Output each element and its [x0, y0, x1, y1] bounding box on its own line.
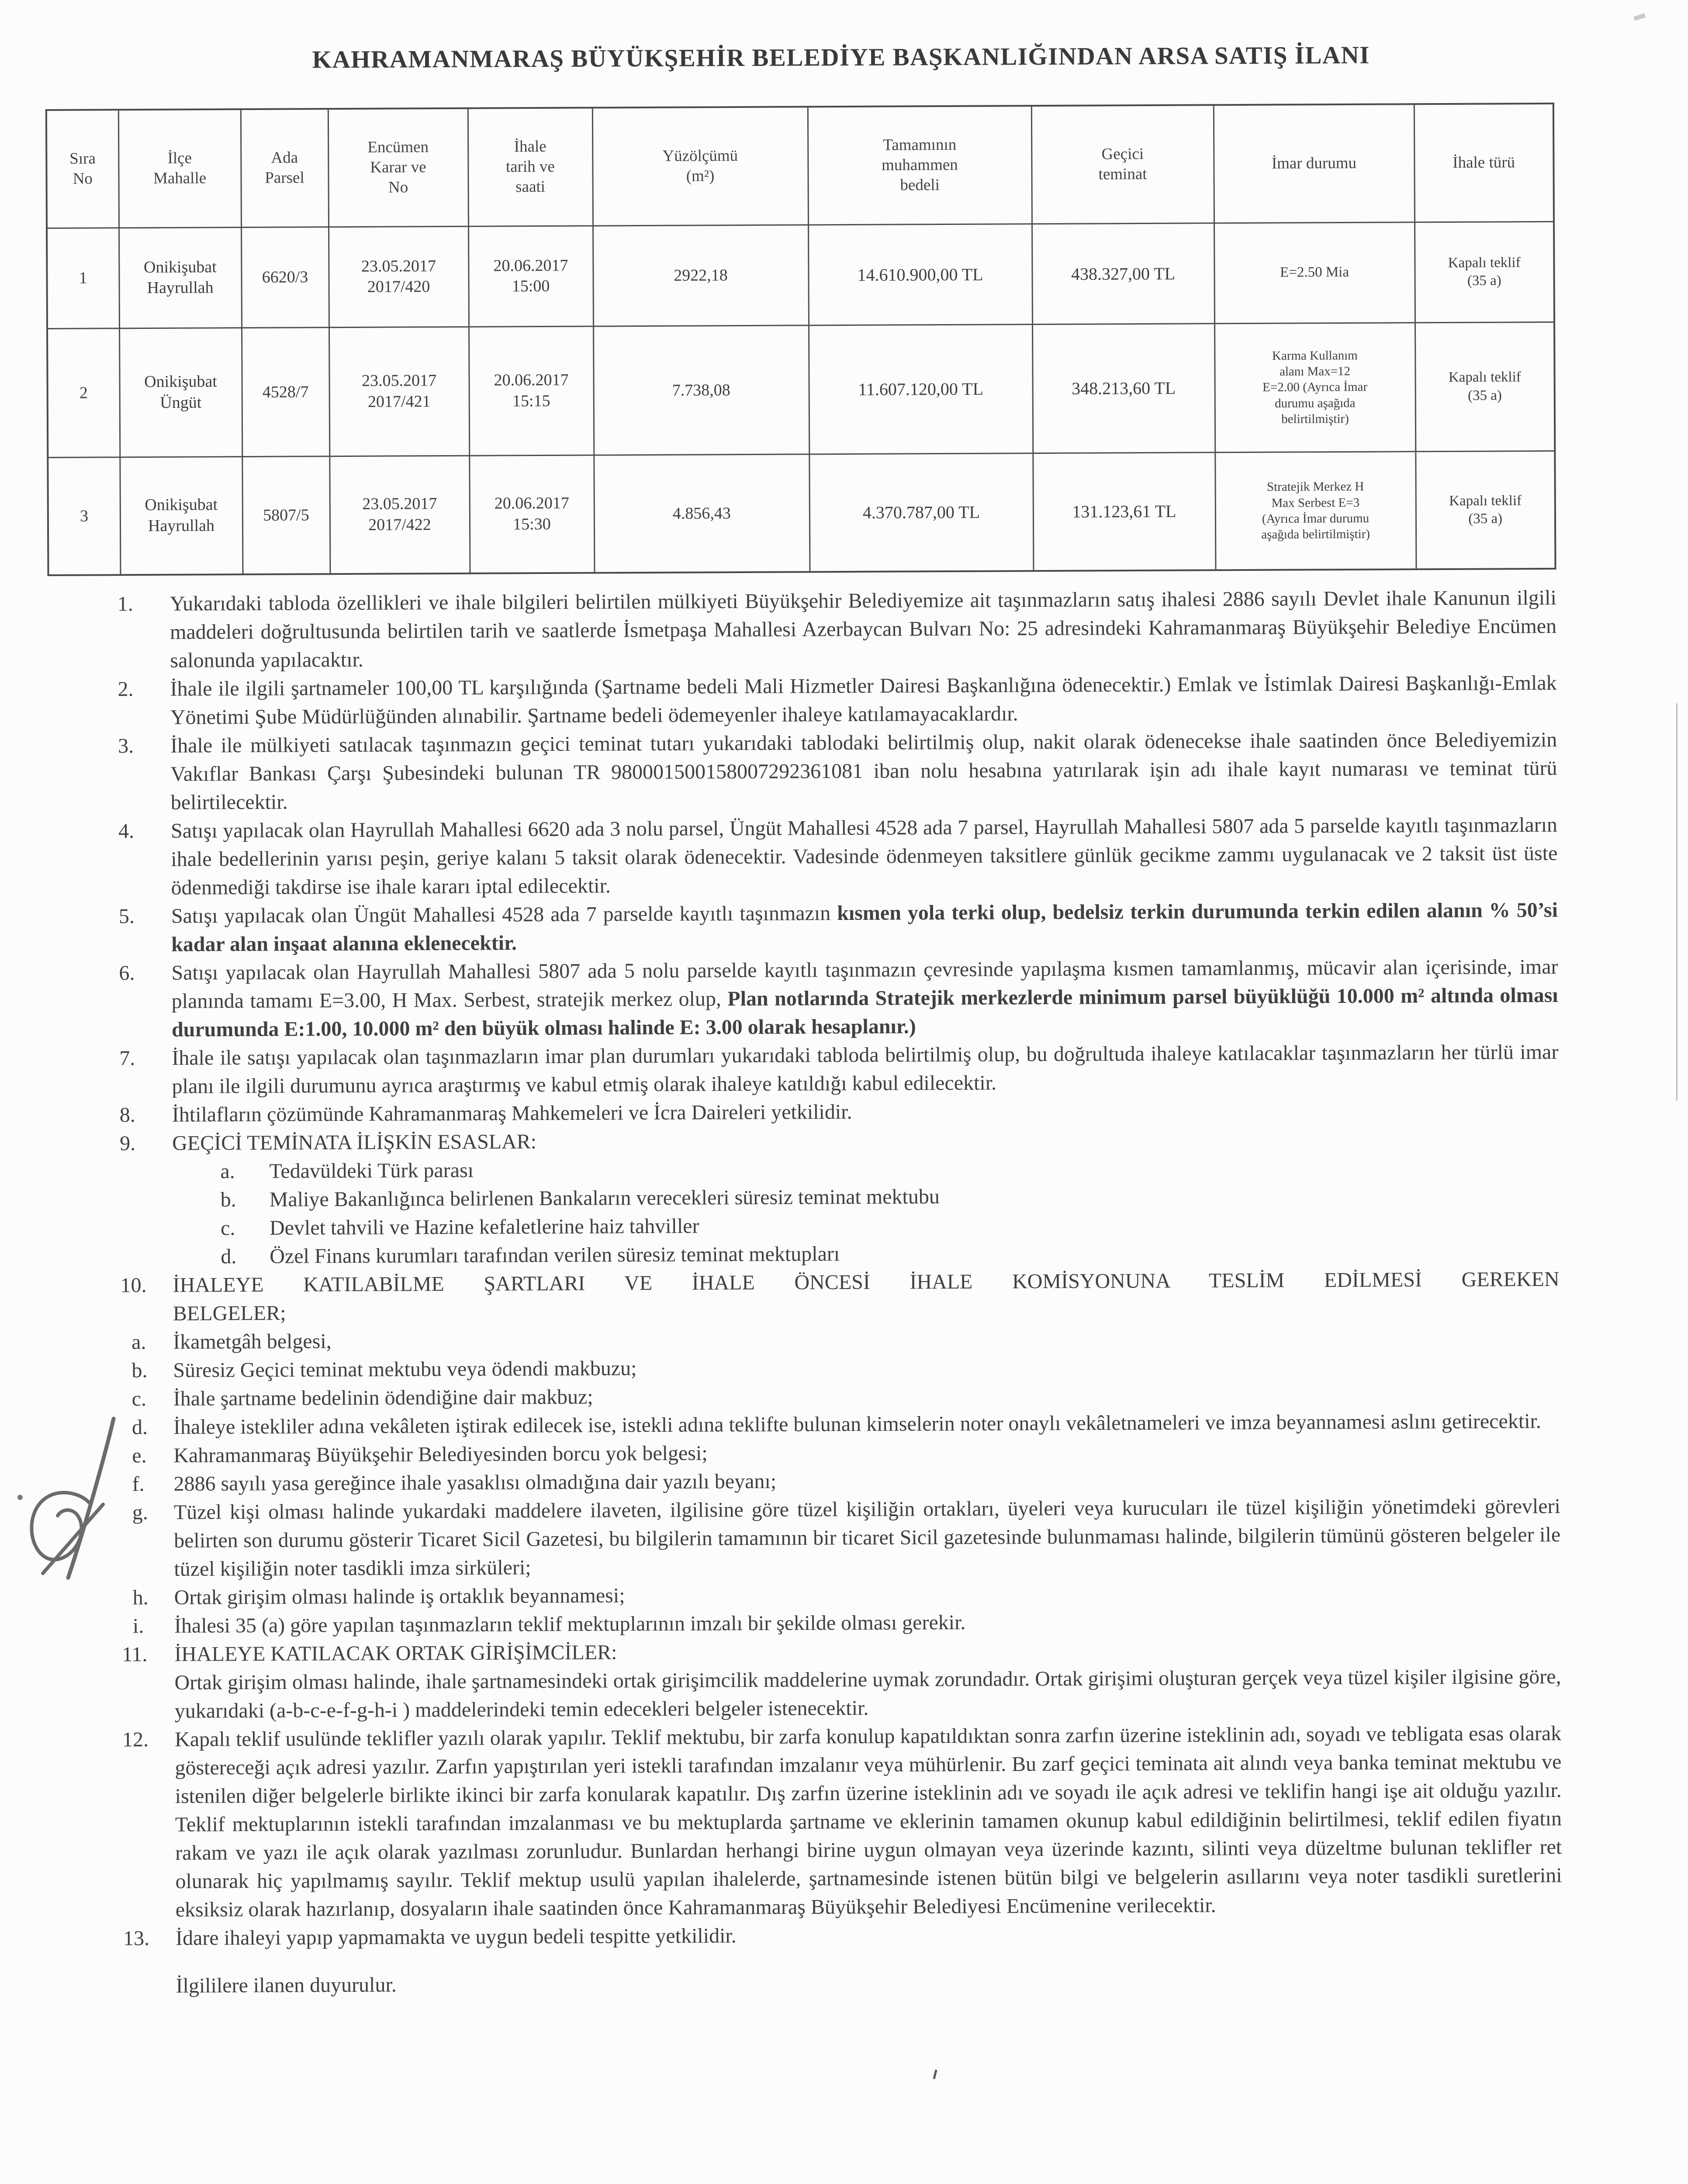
item-letter: a. — [131, 1330, 146, 1354]
header-sira-no: Sıra No — [46, 110, 119, 228]
item-text: İhalesi 35 (a) göre yapılan taşınmazların teklif mektuplarının imzalı bir şekilde olması gerekir. — [174, 1610, 966, 1638]
item-text: İhtilafların çözümünde Kahramanmaraş Mahkemeleri ve İcra Daireleri yetkilidir. — [172, 1100, 852, 1127]
cell-ada-parsel: 6620/3 — [241, 227, 329, 328]
item-text: İhale ile ilgili şartnameler 100,00 TL karşılığında (Şartname bedeli Mali Hizmetler Dairesi Başkanlığına ödenecektir.) Emlak ve İstimlak Dairesi Başkanlığı-Emlak Yönetimi Şube Müdürlüğünden alınabilir. Şartname bedeli ödemeyenler ihaleye katılamayacaklardır. — [170, 671, 1557, 729]
item-number: 9. — [120, 1132, 136, 1155]
table-row — [47, 322, 1555, 457]
header-ilce-mahalle: İlçe Mahalle — [118, 109, 241, 228]
item-text: Satışı yapılacak olan Hayrullah Mahallesi 6620 ada 3 nolu parsel, Üngüt Mahallesi 4528 ada 7 parsel, Hayrullah Mahallesi 5807 ada 5 parselde kayıtlı taşınmazların ihale bedellerinin yarısı peşin, geriye kalanı 5 taksit olarak ödenecektir. Vadesinde ödenmeyen taksitlere günlük gecikme zammı uygulanacak ve 2 taksit üst üste ödenmediği takdirse ise ihale kararı iptal edilecektir. — [170, 813, 1558, 899]
list-item-11 — [122, 1634, 1561, 1725]
item-text-bold: Plan notlarında Stratejik merkezlerde minimum parsel büyüklüğü 10.000 m² altında olması durumunda E:1.00, 10.000 m² den büyük olması halinde E: 3.00 olarak hesaplanır.) — [171, 983, 1558, 1041]
cell-mahalle: Onikişubat Üngüt — [119, 328, 242, 457]
closing-line: İlgililere ilanen duyurulur. — [176, 1973, 397, 1997]
table-row — [47, 221, 1554, 328]
list-item-3 — [118, 726, 1557, 817]
sub-item-10g — [132, 1492, 1561, 1583]
list-item-12 — [122, 1719, 1562, 1924]
item-text: Tüzel kişi olması halinde yukardaki maddelere ilaveten, ilgilisine göre tüzel kişiliğin ortakları, üyeleri veya kurucuları ile tüzel kişiliğin yönetimdeki görevleri belirten son durumu gösterir Ticaret Sicil Gazetesi, bu bilgilerin tamamının bir ticaret Sicil gazetesinde bulunmaması halinde, bilgilerin tümünü gösteren belgeler ile tüzel kişiliğin noter tasdikli imza sirküleri; — [173, 1494, 1561, 1581]
cell-tarih-saat: 20.06.2017 15:15 — [469, 326, 594, 455]
cell-imar: Karma Kullanım alanı Max=12 E=2.00 (Ayrıca İmar durumu aşağıda belirtilmiştir) — [1214, 322, 1415, 452]
item-letter: a. — [220, 1160, 235, 1183]
item-text: Maliye Bakanlığınca belirlenen Bankaların verecekleri süresiz teminat mektubu — [269, 1185, 940, 1211]
item-letter: c. — [131, 1387, 147, 1411]
header-gecici-teminat: Geçici teminat — [1031, 105, 1214, 224]
cell-tarih-saat: 20.06.2017 15:30 — [469, 455, 594, 573]
item-text: İdare ihaleyi yapıp yapmamakta ve uygun bedeli tespitte yetkilidir. — [175, 1924, 737, 1950]
list-item-2 — [118, 669, 1557, 732]
list-item-1 — [118, 584, 1557, 675]
item-number: 1. — [117, 592, 133, 616]
cell-ada-parsel: 4528/7 — [242, 327, 329, 456]
cell-encumen: 23.05.2017 2017/420 — [329, 226, 469, 327]
auction-table — [45, 103, 1557, 576]
item-number: 5. — [118, 905, 135, 928]
cell-sira-no: 3 — [48, 457, 120, 575]
item-text — [174, 1634, 1561, 1725]
item-text: İhale şartname bedelinin ödendiğine dair makbuz; — [173, 1385, 593, 1410]
cell-ada-parsel: 5807/5 — [242, 456, 330, 574]
item-text: İhaleye istekliler adına vekâleten iştirak edilecek ise, istekli adına teklifte bulunan kimselerin noter onaylı vekâletnameleri ve imza beyannamesi aslını getirecektir. — [173, 1410, 1541, 1439]
item-letter: d. — [131, 1415, 148, 1439]
item-number: 13. — [123, 1926, 150, 1950]
item-number: 11. — [122, 1642, 148, 1666]
cell-sira-no: 1 — [47, 228, 119, 328]
item-number: 2. — [118, 677, 134, 701]
cell-encumen: 23.05.2017 2017/421 — [329, 327, 469, 456]
scan-edge-artifact — [1676, 703, 1678, 1101]
header-ada-parsel: Ada Parsel — [241, 109, 329, 227]
scan-speck-artifact — [1633, 13, 1646, 21]
item-heading — [173, 1265, 1560, 1328]
item-text — [171, 896, 1558, 959]
cell-yuzolcumu: 4.856,43 — [594, 454, 809, 573]
item-body: Ortak girişim olması halinde, ihale şartnamesindeki ortak girişimcilik maddelerine uymak zorundadır. Ortak girişimi oluşturan gerçek veya tüzel kişiler ilgisine göre, yukarıdaki (a-b-c-e-f-g-h-i ) maddelerindeki temin edecekleri belgeler istenecektir. — [174, 1665, 1561, 1723]
list-item-6 — [119, 953, 1558, 1044]
header-ihale-turu: İhale türü — [1414, 104, 1554, 222]
handwritten-paraph — [12, 1411, 130, 1586]
item-letter: i. — [132, 1614, 144, 1638]
item-text: Tedavüldeki Türk parası — [269, 1158, 474, 1183]
cell-encumen: 23.05.2017 2017/422 — [329, 456, 470, 574]
cell-tur: Kapalı teklif (35 a) — [1415, 221, 1554, 322]
cell-teminat: 131.123,61 TL — [1033, 452, 1215, 571]
heading-line-1: İHALEYE KATILABİLME ŞARTLARI VE İHALE ÖNCESİ İHALE KOMİSYONUNA TESLİM EDİLMESİ GEREKEN — [173, 1267, 1560, 1297]
page-title: KAHRAMANMARAŞ BÜYÜKŞEHİR BELEDİYE BAŞKANLIĞINDAN ARSA SATIŞ İLANI — [312, 41, 1370, 74]
item-text: Ortak girişim olması halinde iş ortaklık beyannamesi; — [174, 1584, 625, 1609]
item-number: 12. — [122, 1728, 149, 1752]
item-text-bold: kısmen yola terki olup, bedelsiz terkin durumunda terkin edilen alanın % 50’si kadar alan inşaat alanına eklenecektir. — [171, 898, 1558, 956]
item-text: İhale ile satışı yapılacak olan taşınmazların imar plan durumları yukarıdaki tabloda belirtilmiş olup, bu doğrultuda ihaleye katılacaklar taşınmazların her türlü imar planı ile ilgili durumunu ayrıca araştırmış ve kabul etmiş olarak ihaleye katıldığı kabul edilecektir. — [172, 1040, 1559, 1098]
cell-tarih-saat: 20.06.2017 15:00 — [468, 225, 593, 326]
item-heading: GEÇİCİ TEMİNATA İLİŞKİN ESASLAR: — [172, 1130, 537, 1155]
item-text: İkametgâh belgesi, — [173, 1330, 332, 1354]
item-number: 4. — [118, 819, 135, 843]
cell-sira-no: 2 — [47, 328, 120, 457]
item-letter: b. — [220, 1188, 236, 1212]
header-yuzolcumu: Yüzölçümü (m²) — [592, 107, 808, 225]
cell-teminat: 438.327,00 TL — [1032, 223, 1214, 324]
cell-tur: Kapalı teklif (35 a) — [1415, 451, 1555, 569]
header-muhammen-bedel: Tamamının muhammen bedeli — [808, 106, 1032, 225]
header-encumen-karar: Encümen Karar ve No — [328, 108, 468, 227]
item-number: 3. — [118, 734, 134, 758]
item-text: İhale ile mülkiyeti satılacak taşınmazın geçici teminat tutarı yukarıdaki tablodaki belirtilmiş olup, nakit olarak ödenecekse ihale saatinden önce Belediyemizin Vakıflar Bankası Çarşı Şubesindeki bulunan TR 980001500158007292361081 iban nolu hesabına yatırılarak işin adı ihale kayıt numarası ve teminat türü belirtilecektir. — [170, 728, 1557, 814]
item-heading: İHALEYE KATILACAK ORTAK GİRİŞİMCİLER: — [174, 1641, 617, 1666]
item-text — [171, 953, 1558, 1044]
item-number: 7. — [119, 1047, 135, 1070]
list-item-4 — [118, 811, 1558, 902]
cell-teminat: 348.213,60 TL — [1032, 323, 1215, 453]
item-letter: b. — [131, 1358, 148, 1382]
heading-line-2: BELGELER; — [173, 1301, 286, 1325]
cell-imar: Stratejik Merkez H Max Serbest E=3 (Ayrıca İmar durumu aşağıda belirtilmiştir) — [1215, 451, 1416, 570]
item-text: Özel Finans kurumları tarafından verilen süresiz teminat mektupları — [270, 1242, 840, 1268]
list-item-7 — [119, 1038, 1559, 1101]
clauses — [118, 584, 1563, 2000]
header-ihale-tarih: İhale tarih ve saati — [468, 108, 593, 226]
cell-bedel: 4.370.787,00 TL — [809, 453, 1033, 572]
header-imar-durumu: İmar durumu — [1214, 104, 1415, 223]
list-item-13 — [123, 1918, 1562, 1952]
cell-yuzolcumu: 2922,18 — [593, 225, 809, 326]
item-text-normal: Satışı yapılacak olan Hayrullah Mahallesi 5807 ada 5 nolu parselde kayıtlı taşınmazın çevresinde yapılaşma kısmen tamamlanmış, mücavir alan içerisinde, imar planında tamamı E=3.00, H Max. Serbest, stratejik merkez olup, — [171, 955, 1558, 1013]
cell-bedel: 14.610.900,00 TL — [808, 224, 1032, 325]
item-letter: f. — [132, 1472, 145, 1496]
item-letter: g. — [132, 1500, 148, 1524]
table-header-row — [46, 104, 1554, 228]
cell-yuzolcumu: 7.738,08 — [593, 325, 809, 455]
item-letter: c. — [220, 1216, 235, 1240]
cell-tur: Kapalı teklif (35 a) — [1415, 322, 1555, 451]
list-item-5 — [119, 896, 1558, 959]
item-text: 2886 sayılı yasa gereğince ihale yasaklısı olmadığına dair yazılı beyanı; — [173, 1469, 777, 1496]
table-row — [48, 451, 1555, 575]
item-text: Kapalı teklif usulünde teklifler yazılı olarak yapılır. Teklif mektubu, bir zarfa konulup kapatıldıktan sonra zarfın üzerine isteklinin adı, soyadı ve tebligata esas olarak göstereceği açık adresi yazılır. Zarfın yapıştırılan yeri istekli tarafından imzalanır veya mühürlenir. Bu zarf geçici teminata ait alındı veya banka teminat mektubu ve istenilen diğer belgelerle birlikte ikinci bir zarfa konularak kapatılır. Dış zarfın üzerine isteklinin adı ve soyadı ile açık adresi ve teklifin hangi işe ait olduğu yazılır. Teklif mektuplarının istekli tarafından imzalanması ve bu mektuplarda şartname ve eklerinin tamamen okunup kabul edildiğinin belirtilmesi, teklif edilen fiyatın rakam ve yazı ile açık olarak yazılması zorunludur. Bunlardan herhangi birine uygun olmayan veya üzerinde kazıntı, silinti veya düzeltme bulunan teklifler ret olunarak hiç yapılmamış sayılır. Teklif mektup usulü yapılan ihalelerde, şartnamesinde istenen bütün bilgi ve belgelerin asıllarını veya noter tasdikli suretlerini eksiksiz olarak hazırlanıp, dosyaların ihale saatinden önce Kahramanmaraş Büyükşehir Belediyesi Encümenine verilecektir. — [174, 1721, 1562, 1921]
cell-mahalle: Onikişubat Hayrullah — [120, 456, 242, 575]
cell-mahalle: Onikişubat Hayrullah — [119, 227, 242, 328]
item-number: 8. — [119, 1103, 135, 1127]
item-number: 6. — [119, 961, 135, 985]
item-text: Devlet tahvili ve Hazine kefaletlerine haiz tahviller — [269, 1214, 699, 1240]
item-text-normal: Satışı yapılacak olan Üngüt Mahallesi 4528 ada 7 parselde kayıtlı taşınmazın — [171, 902, 837, 928]
item-number: 10. — [120, 1273, 147, 1297]
item-text: Yukarıdaki tabloda özellikleri ve ihale bilgileri belirtilen mülkiyeti Büyükşehir Belediyemize ait taşınmazların satış ihalesi 2886 sayılı Devlet ihale Kanunun ilgili maddeleri doğrultusunda belirtilen tarih ve saatlerde İsmetpaşa Mahallesi Azerbaycan Bulvarı No: 25 adresindeki Kahramanmaraş Büyükşehir Belediye Encümen salonunda yapılacaktır. — [169, 586, 1557, 672]
item-letter: h. — [132, 1586, 149, 1610]
cell-bedel: 11.607.120,00 TL — [809, 324, 1033, 454]
list-item-10 — [120, 1265, 1560, 1328]
pen-mark — [933, 2070, 937, 2080]
item-text: Süresiz Geçici teminat mektubu veya ödendi makbuzu; — [173, 1357, 637, 1382]
item-text: Kahramanmaraş Büyükşehir Belediyesinden borcu yok belgesi; — [173, 1441, 708, 1467]
item-letter: e. — [132, 1444, 147, 1468]
item-letter: d. — [221, 1245, 237, 1268]
cell-imar: E=2.50 Mia — [1214, 222, 1415, 323]
